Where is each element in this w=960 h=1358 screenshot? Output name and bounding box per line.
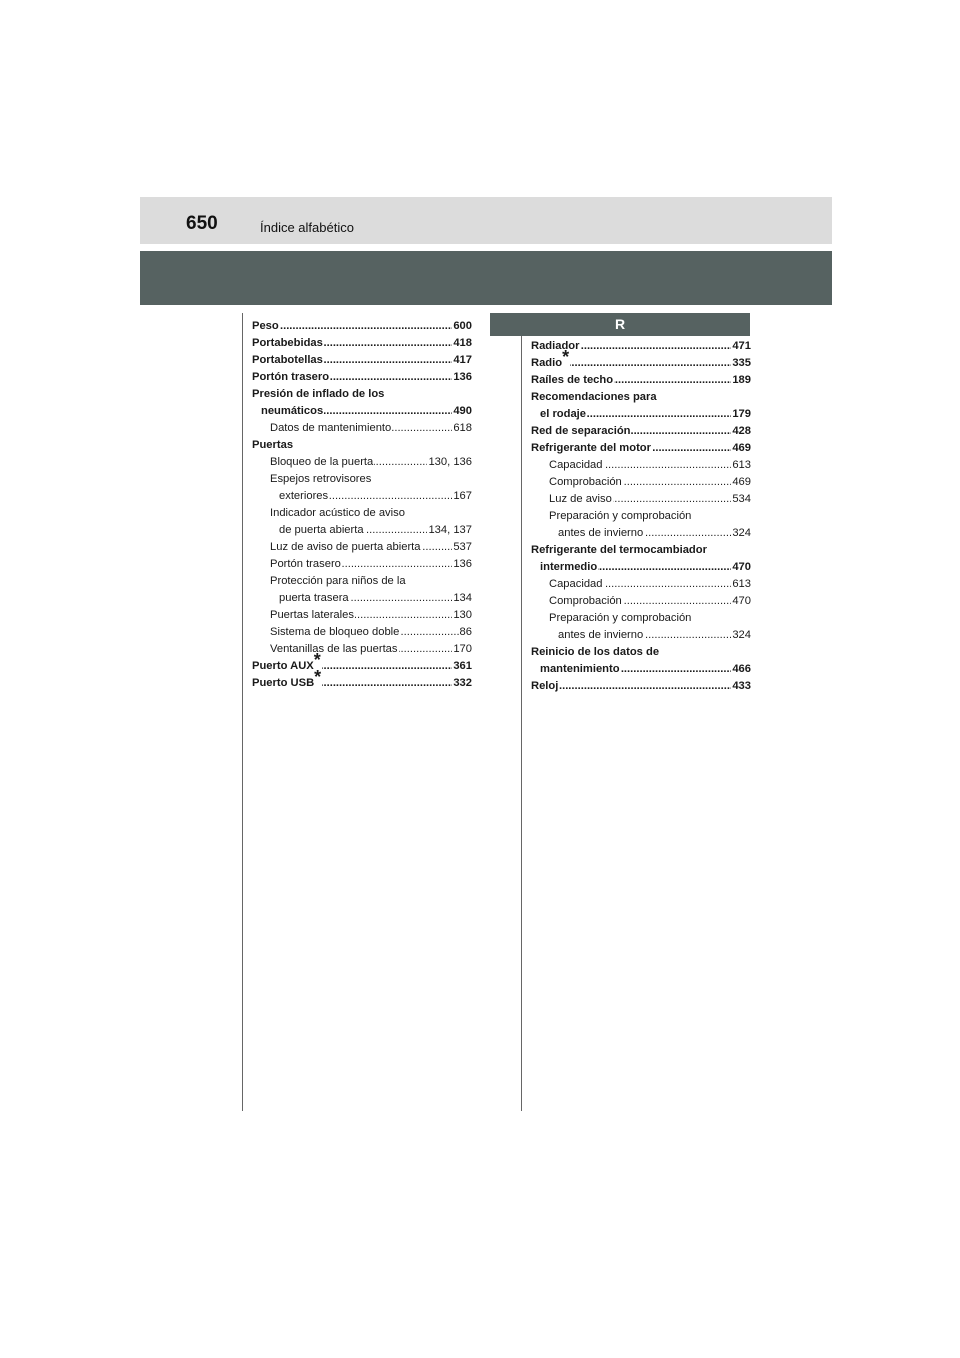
dot-leader <box>252 318 472 335</box>
index-entry <box>531 423 751 440</box>
index-entry <box>252 437 472 454</box>
index-entry-page: 490 <box>452 403 472 420</box>
index-entry <box>252 318 472 335</box>
index-entry-text: exteriores <box>279 490 329 502</box>
index-entry-page: 600 <box>452 318 472 335</box>
header-bar <box>140 197 832 244</box>
index-entry <box>531 440 751 457</box>
index-entry-page: 417 <box>452 352 472 369</box>
index-entry <box>531 593 751 610</box>
index-entry-text: Red de separación <box>531 425 631 437</box>
index-entry-page: 189 <box>731 372 751 389</box>
index-entry-text: Luz de aviso <box>549 493 612 505</box>
index-entry-text: Radiador <box>531 340 580 352</box>
index-entry-text: Presión de inflado de los <box>252 388 385 400</box>
index-entry-text: Protección para niños de la <box>270 575 406 587</box>
index-entry <box>531 576 751 593</box>
index-entry-text: el rodaje <box>540 408 587 420</box>
index-entry-text: Preparación y comprobación <box>549 612 692 624</box>
index-entry-page: 136 <box>452 556 472 573</box>
index-entry <box>252 556 472 573</box>
index-entry-page: 613 <box>731 576 751 593</box>
index-entry-text: Portón trasero <box>270 558 341 570</box>
index-entry <box>252 386 472 403</box>
index-entry <box>252 624 472 641</box>
index-entry <box>252 488 472 505</box>
index-entry-page: 134 <box>452 590 472 607</box>
dot-leader <box>531 678 751 695</box>
index-entry-text: Comprobación <box>549 476 622 488</box>
index-entry-text: Luz de aviso de puerta abierta <box>270 541 421 553</box>
index-entry <box>531 644 751 661</box>
index-entry <box>252 335 472 352</box>
index-entry-page: 170 <box>452 641 472 658</box>
index-entry-text: Espejos retrovisores <box>270 473 372 485</box>
asterisk-icon: * <box>314 667 322 687</box>
index-entry-text: Indicador acústico de aviso <box>270 507 405 519</box>
index-entry-page: 428 <box>731 423 751 440</box>
index-entry-page: 136 <box>452 369 472 386</box>
index-entry-text: Recomendaciones para <box>531 391 657 403</box>
index-entry-page: 134, 137 <box>427 522 472 539</box>
index-entry-text: Refrigerante del motor <box>531 442 651 454</box>
index-entry <box>252 590 472 607</box>
index-entry <box>252 522 472 539</box>
index-entry <box>252 454 472 471</box>
index-entry <box>531 372 751 389</box>
index-entry-page: 469 <box>731 474 751 491</box>
index-entry-page: 470 <box>731 559 751 576</box>
index-entry-page: 324 <box>731 525 751 542</box>
letter-tab-r: R <box>490 313 750 336</box>
index-entry-page: 361 <box>452 658 472 675</box>
page-number: 650 <box>186 213 218 234</box>
index-entry-page: 613 <box>731 457 751 474</box>
left-column-rule <box>242 313 243 1111</box>
index-entry-text: de puerta abierta <box>279 524 364 536</box>
index-entry-text: Reinicio de los datos de <box>531 646 660 658</box>
index-entry <box>252 539 472 556</box>
index-entry-text: Portón trasero <box>252 371 330 383</box>
index-entry <box>531 542 751 559</box>
index-entry <box>531 508 751 525</box>
index-entry-text: Comprobación <box>549 595 622 607</box>
index-entry-page: 167 <box>452 488 472 505</box>
index-entry-text: Puertas <box>252 439 294 451</box>
index-entry-page: 537 <box>452 539 472 556</box>
index-entry <box>252 403 472 420</box>
index-entry-page: 332 <box>452 675 472 692</box>
index-entry <box>531 406 751 423</box>
index-entry-text: Reloj <box>531 680 559 692</box>
section-title: Índice alfabético <box>260 220 354 235</box>
index-entry-text: Datos de mantenimiento <box>270 422 392 434</box>
index-entry <box>531 678 751 695</box>
right-index-column <box>531 338 751 695</box>
index-entry-text: Bloqueo de la puerta <box>270 456 374 468</box>
index-entry <box>531 389 751 406</box>
index-entry-text: Peso <box>252 320 279 332</box>
asterisk-icon: * <box>313 650 321 670</box>
index-entry-text: Radio* <box>531 347 570 369</box>
left-index-column <box>252 318 472 692</box>
index-entry <box>252 471 472 488</box>
index-entry-page: 179 <box>731 406 751 423</box>
index-entry-text: Capacidad <box>549 578 603 590</box>
index-entry <box>531 474 751 491</box>
index-entry-page: 469 <box>731 440 751 457</box>
index-entry-text: antes de invierno <box>558 527 644 539</box>
index-entry-page: 418 <box>452 335 472 352</box>
index-entry-text: Capacidad <box>549 459 603 471</box>
index-entry <box>531 525 751 542</box>
index-entry-text: puerta trasera <box>279 592 349 604</box>
index-entry <box>531 347 751 372</box>
index-entry-text: antes de invierno <box>558 629 644 641</box>
index-entry <box>531 610 751 627</box>
index-entry-page: 433 <box>731 678 751 695</box>
index-entry-page: 534 <box>731 491 751 508</box>
index-entry-text: Puerto USB* <box>252 667 322 689</box>
index-entry-text: mantenimiento <box>540 663 620 675</box>
index-entry <box>252 352 472 369</box>
asterisk-icon: * <box>562 347 570 367</box>
index-entry-page: 618 <box>452 420 472 437</box>
index-entry <box>252 650 472 675</box>
index-entry-page: 466 <box>731 661 751 678</box>
index-entry <box>531 457 751 474</box>
header-band <box>140 251 832 305</box>
index-entry-page: 130, 136 <box>427 454 472 471</box>
index-entry <box>252 420 472 437</box>
index-entry-text: Puertas laterales <box>270 609 354 621</box>
index-entry <box>252 573 472 590</box>
index-entry-text: neumáticos <box>261 405 324 417</box>
index-entry <box>252 607 472 624</box>
index-entry <box>531 491 751 508</box>
index-entry-text: Ventanillas de las puertas <box>270 643 398 655</box>
index-entry <box>531 559 751 576</box>
index-entry-text: Raíles de techo <box>531 374 614 386</box>
index-entry-text: Puerto AUX* <box>252 650 321 672</box>
index-entry-page: 335 <box>731 355 751 372</box>
index-entry-text: Preparación y comprobación <box>549 510 692 522</box>
index-entry-text: Sistema de bloqueo doble <box>270 626 400 638</box>
index-entry <box>252 505 472 522</box>
index-entry-text: intermedio <box>540 561 598 573</box>
index-entry-page: 130 <box>452 607 472 624</box>
index-entry-text: Refrigerante del termocambiador <box>531 544 707 556</box>
index-entry <box>252 369 472 386</box>
right-column-rule <box>521 336 522 1111</box>
index-entry-text: Portabotellas <box>252 354 323 366</box>
index-entry-page: 470 <box>731 593 751 610</box>
index-entry-page: 86 <box>459 624 472 641</box>
index-entry-text: Portabebidas <box>252 337 323 349</box>
index-entry <box>531 661 751 678</box>
index-entry <box>252 667 472 692</box>
index-entry-page: 324 <box>731 627 751 644</box>
index-entry <box>252 641 472 658</box>
index-entry-page: 471 <box>731 338 751 355</box>
index-entry <box>531 627 751 644</box>
